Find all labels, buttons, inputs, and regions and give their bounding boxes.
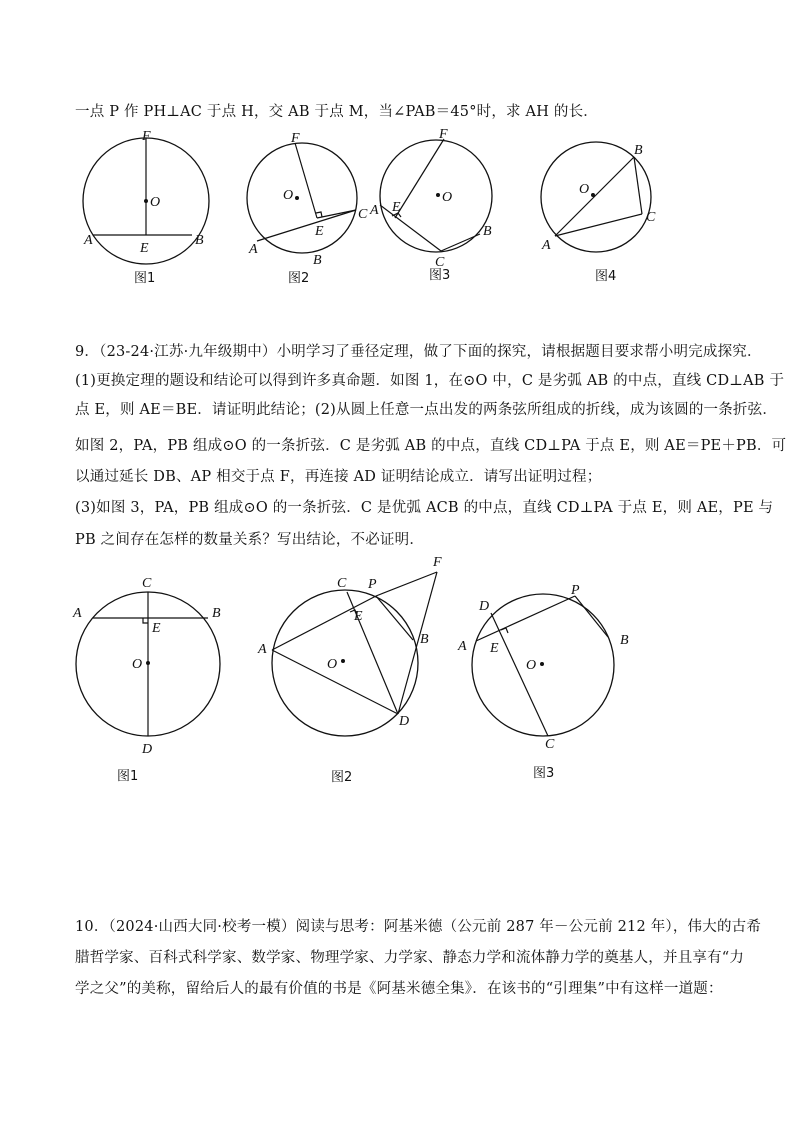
label-B: B — [420, 632, 429, 647]
q9-line: (3)如图 3，PA，PB 组成⊙O 的一条折弦．C 是优弧 ACB 的中点，直线 CD⊥PA 于点 E，则 AE，PE 与 — [75, 500, 774, 516]
figure-caption: 图1 — [134, 271, 156, 286]
q10-line: 学之父”的美称，留给后人的最有价值的书是《阿基米德全集》．在该书的“引理集”中有这样一道题： — [75, 981, 723, 997]
label-E: E — [490, 641, 499, 656]
label-C: C — [358, 207, 368, 222]
q9-figure-1 — [65, 570, 235, 790]
label-F: F — [439, 127, 448, 142]
q9-line: PB 之间存在怎样的数量关系？写出结论，不必证明． — [75, 532, 425, 548]
q9-line: 9．（23-24·江苏·九年级期中）小明学习了垂径定理，做了下面的探究，请根据题目要求帮小明完成探究． — [75, 344, 762, 360]
label-O: O — [327, 657, 338, 672]
label-O: O — [150, 195, 161, 210]
label-E: E — [354, 609, 363, 624]
q8-figure-3 — [365, 125, 505, 285]
label-B: B — [634, 143, 643, 158]
label-A: A — [73, 606, 82, 621]
label-F: F — [291, 131, 300, 146]
figure-caption: 图3 — [429, 268, 451, 283]
label-O: O — [579, 182, 590, 197]
q9-line: 以通过延长 DB、AP 相交于点 F，再连接 AD 证明结论成立．请写出证明过程； — [75, 469, 602, 485]
figure-caption: 图4 — [595, 269, 617, 284]
label-B: B — [620, 633, 629, 648]
q9-line: 点 E，则 AE＝BE．请证明此结论；(2)从圆上任意一点出发的两条弦所组成的折线，成为该圆的一条折弦． — [75, 402, 778, 418]
label-A: A — [84, 233, 93, 248]
label-O: O — [283, 188, 294, 203]
q9-line: 如图 2，PA，PB 组成⊙O 的一条折弦．C 是劣弧 AB 的中点，直线 CD⊥PA 于点 E，则 AE＝PE＋PB．可 — [75, 438, 787, 454]
q8-tail-text: 一点 P 作 PH⊥AC 于点 H，交 AB 于点 M，当∠PAB＝45°时，求 AH 的长． — [75, 104, 598, 120]
figure-caption: 图1 — [117, 769, 139, 784]
label-B: B — [313, 253, 322, 268]
label-E: E — [392, 200, 401, 215]
q8-figure-1 — [70, 128, 220, 288]
label-B: B — [195, 233, 204, 248]
label-B: B — [483, 224, 492, 239]
label-D: D — [479, 599, 490, 614]
label-E: E — [140, 241, 149, 256]
label-B: B — [212, 606, 221, 621]
label-E: E — [152, 621, 161, 636]
label-D: D — [399, 714, 410, 729]
q9-figure-2 — [255, 550, 455, 790]
label-C: C — [435, 255, 445, 270]
q9-line: (1)更换定理的题设和结论可以得到许多真命题．如图 1，在⊙O 中，C 是劣弧 AB 的中点，直线 CD⊥AB 于 — [75, 373, 785, 389]
q8-figure-4 — [535, 130, 675, 290]
label-F: F — [433, 555, 442, 570]
label-P: P — [368, 577, 377, 592]
q8-figure-2 — [245, 128, 375, 288]
label-C: C — [337, 576, 347, 591]
label-A: A — [249, 242, 258, 257]
figure-caption: 图2 — [288, 271, 310, 286]
label-A: A — [370, 203, 379, 218]
q9-figure-3 — [455, 575, 629, 795]
label-O: O — [526, 658, 537, 673]
label-A: A — [258, 642, 267, 657]
label-P: P — [571, 583, 580, 598]
label-C: C — [646, 210, 656, 225]
figure-caption: 图2 — [331, 770, 353, 785]
label-D: D — [142, 742, 153, 757]
label-O: O — [442, 190, 453, 205]
label-C: C — [142, 576, 152, 591]
label-C: C — [545, 737, 555, 752]
q10-line: 10．（2024·山西大同·校考一模）阅读与思考：阿基米德（公元前 287 年－公元前 212 年），伟大的古希 — [75, 919, 762, 935]
q10-line: 腊哲学家、百科式科学家、数学家、物理学家、力学家、静态力学和流体静力学的奠基人，并且享有“力 — [75, 950, 745, 966]
label-A: A — [458, 639, 467, 654]
label-F: F — [142, 129, 151, 144]
label-O: O — [132, 657, 143, 672]
figure-caption: 图3 — [533, 766, 555, 781]
label-A: A — [542, 238, 551, 253]
label-E: E — [315, 224, 324, 239]
